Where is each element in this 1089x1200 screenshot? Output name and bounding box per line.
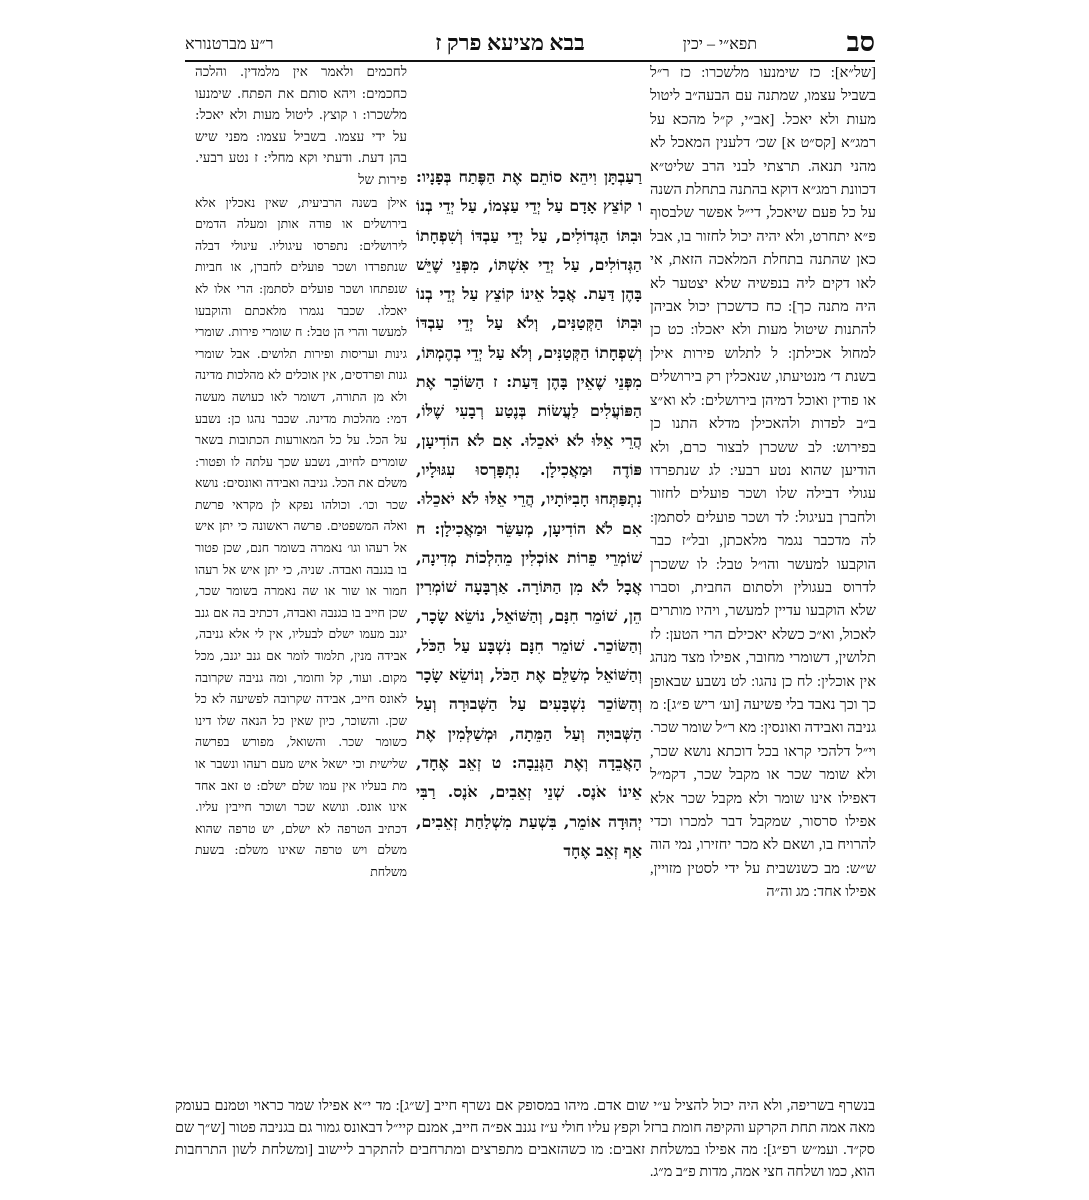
mishnah-column [416, 162, 642, 1082]
left-commentary-text: אילן בשנה הרביעית, שאין נאכלין אלא בירושלים או פודה אותן ומעלה הדמים לירושלים: נתפרסו עיגוליו. עיגולי דבלה שנתפרדו ושכר פועלים לחברן, או חביות שנפתחו ושכר פועלים לסתמן: הרי אלו לא יאכלו. שכבר נגמרו מלאכתם והוקבעו למעשר והרי הן טבל: ח שומרי פירות. שומרי גינות ועריסות ופירות תלושים. אבל שומרי גנות ופרדסים, אין אוכלים לא מהלכות מדינה ולא מן התורה, דשומר לאו כעושה מעשה דמי: מהלכות מדינה. שכבר נהגו כן: נשבע על הכל. על כל המאורעות הכתובות בשאר שומרים לחיוב, נשבע שכך עלתה לו ופטור: משלם את הכל. גניבה ואבידה ואונסים: נושא שכר וכו׳. וכולהו נפקא לן מקראי פרשת ואלה המשפטים. פרשה ראשונה כי יתן איש אל רעהו וגו׳ נאמרה בשומר חנם, שכן פטור בו בגנבה ואבדה. שניה, כי יתן איש אל רעהו חמור או שור או שה נאמרה בשומר שכר, שכן חייב בו בגנבה ואבדה, דכתיב בה אם גנב יגנב מעמו ישלם לבעליו, אין לי אלא גניבה, אבידה מנין, תלמוד לומר אם גנב יגנב, מכל מקום. ועוד, קל וחומר, ומה גניבה שקרובה לאונס חייב, אבידה שקרובה לפשיעה לא כל שכן. והשוכר, כיון שאין כל הנאה שלו דינו כשומר שכר. והשואל, מפורש בפרשה שלישית וכי ישאל איש מעם רעהו ונשבר או מת בעליו אין עמו שלם ישלם: ט זאב אחד אינו אונס. ונושא שכר ושוכר חייבין עליו. דכתיב הטרפה לא ישלם, יש טרפה שהוא משלם ויש טרפה שאינו משלם: בשעת משלחת [195, 194, 407, 879]
right-commentary-text: [של״א]: כז שימנעו מלשכרו: כז ר״ל בשביל עצמו, שמתנה עם הבעה״ב ליטול מעות ולא יאכל. [אב״י, ק״ל מהכא על רמג״א [קס״ט א] שכ׳ דלענין המאכל לא מהני תנאה. תרצתי לבני הרב שליט״א דכוונת רמג״א דוקא בהתנה בתחלת השנה על כל פעם שיאכל, די״ל אפשר שלבסוף פ״א יתחרט, ולא יהיה יכול לחזור בו, אבל כאן שהתנה בתחלת המלאכה הזאת, אי לאו דקים ליה בנפשיה שלא יצטער לא היה מתנה כך]: כח כדשכרן יכול אביהן להתנות שיטול מעות ולא יאכלו: כט כן למחול אכילתן: ל לתלוש פירות אילן בשנת ד׳ מנטיעתו, שנאכלין רק בירושלים או פודין ואוכל דמיהן בירושלים: לא וא״צ ב״ב לפדות ולהאכילן מדלא התנו כן בפירוש: לב ששכרן לבצור כרם, ולא הודיען שהוא נטע רבעי: לג שנתפרדו עגולי דבילה שלו ושכר פועלים לחזור ולחברן בעיגול: לד ושכר פועלים לסתמן: לה מדכבר נגמר מלאכתן, ובל״ז כבר הוקבעו למעשר והו״ל טבל: לו ששכרן לדרוס בעגולין ולסתום החבית, וסברו שלא הוקבעו עדיין למעשר, ויהיו מותרים לאכול, וא״כ כשלא יאכילם הרי הטען: לז תלושין, דשומרי מחובר, אפילו מצד מנהג אין אוכלין: לח כן נהגו: לט נשבע שבאופן כך וכך נאבד בלי פשיעה [וע׳ ריש פ״ג]: מ גניבה ואבידה ואונסין: מא ר״ל שומר שכר. וי״ל דלהכי קראו בכל דוכתא נושא שכר, ולא שומר שכר או מקבל שכר, דקמ״ל דאפילו אינו שומר ולא מקבל שכר אלא אפילו סרסור, שמקבל דבר למכרו וכדי להרויח בו, ושאם לא מכר יחזירו, נמי הוה ש״ש: מב כשנשבית על ידי לסטין מזויין, אפילו אחד: מג וה״ה [650, 65, 876, 901]
commentary-name: ר״ע מברטנורא [185, 36, 274, 53]
bottom-commentary-text: בנשרף בשריפה, ולא היה יכול להציל ע״י שום אדם. מיהו במסופק אם נשרף חייב [ש״ג]: מד י״א אפילו שמר כראוי וטמנם בעומק מאה אמה תחת הקרקע והקיפה חומת ברזל וקפץ עליו חולי ע״ז נגנב אפ״ה חייב, אמנם קיי״ל דבאונס גמור גם בגניבה פטור [ש״ך שם סק״ד. ועמ״ש רפ״ג]: מה אפילו במשלחת זאבים: מו כשהזאבים מתפרצים ומתרחבים להתקרב ליישוב [ומשלחת לשון התרחבות הוא, כמו ושלחה חצי אמה, מדות פ״ב מ״ג. [175, 1098, 875, 1180]
page-header [185, 28, 875, 58]
page-number: סב [846, 27, 875, 58]
page-title: בבא מציעא פרק ז [435, 30, 585, 55]
bottom-commentary [175, 1095, 875, 1183]
left-commentary-column [195, 62, 407, 1132]
mishnah-text: רַעַבְתָּן וִיהֵא סוֹתֵם אֶת הַפֶּתַח בְּפָנָיו: ו קוֹצֵץ אָדָם עַל יְדֵי עַצְמוֹ, עַל יְדֵי בְנוֹ וּבִתּוֹ הַגְּדוֹלִים, עַל יְדֵי עַבְדּוֹ וְשִׁפְחָתוֹ הַגְּדוֹלִים, עַל יְדֵי אִשְׁתּוֹ, מִפְּנֵי שֶׁיֵּשׁ בָּהֶן דַּעַת. אֲבָל אֵינוֹ קוֹצֵץ עַל יְדֵי בְנוֹ וּבִתּוֹ הַקְּטַנִּים, וְלֹא עַל יְדֵי עַבְדּוֹ וְשִׁפְחָתוֹ הַקְּטַנִּים, וְלֹא עַל יְדֵי בְהֶמְתּוֹ, מִפְּנֵי שֶׁאֵין בָּהֶן דַּעַת: ז הַשּׂוֹכֵר אֶת הַפּוֹעֲלִים לַעֲשׂוֹת בְּנֶטַע רְבָעִי שֶׁלּוֹ, הֲרֵי אֵלּוּ לֹא יֹאכֵלוּ. אִם לֹא הוֹדִיעָן, פּוֹדֶה וּמַאֲכִילָן. נִתְפָּרְסוּ עִגּוּלָיו, נִתְפַּתְּחוּ חָבִיּוֹתָיו, הֲרֵי אֵלּוּ לֹא יֹאכֵלוּ. אִם לֹא הוֹדִיעָן, מְעַשֵּׂר וּמַאֲכִילָן: ח שׁוֹמְרֵי פֵרוֹת אוֹכְלִין מֵהִלְכוֹת מְדִינָה, אֲבָל לֹא מִן הַתּוֹרָה. אַרְבָּעָה שׁוֹמְרִין הֵן, שׁוֹמֵר חִנָּם, וְהַשּׁוֹאֵל, נוֹשֵׂא שָׂכָר, וְהַשּׂוֹכֵר. שׁוֹמֵר חִנָּם נִשְׁבָּע עַל הַכֹּל, וְהַשּׁוֹאֵל מְשַׁלֵּם אֶת הַכֹּל, וְנוֹשֵׂא שָׂכָר וְהַשּׂוֹכֵר נִשְׁבָּעִים עַל הַשְּׁבוּרָה וְעַל הַשְּׁבוּיָה וְעַל הַמֵּתָה, וּמְשַׁלְּמִין אֶת הָאֲבֵדָה וְאֶת הַגְּנֵבָה: ט זְאֵב אֶחָד, אֵינוֹ אֹנֶס. שְׁנֵי זְאֵבִים, אֹנֶס. רַבִּי יְהוּדָה אוֹמֵר, בִּשְׁעַת מִשְׁלַחַת זְאֵבִים, אַף זְאֵב אֶחָד [416, 167, 642, 860]
left-commentary-top: לחכמים ולאמר אין מלמדין. והלכה כחכמים: ויהא סותם את הפתח. שימנעו מלשכרו: ו קוצץ. ליטול מעות ולא יאכל: על ידי עצמו. בשביל עצמו: מפני שיש בהן דעת. ודעתי וקא מחלי: ז נטע רבעי. פירות של [195, 65, 407, 188]
right-commentary-column [650, 62, 876, 1092]
verse-range: תפא״י – יכין [682, 36, 757, 53]
